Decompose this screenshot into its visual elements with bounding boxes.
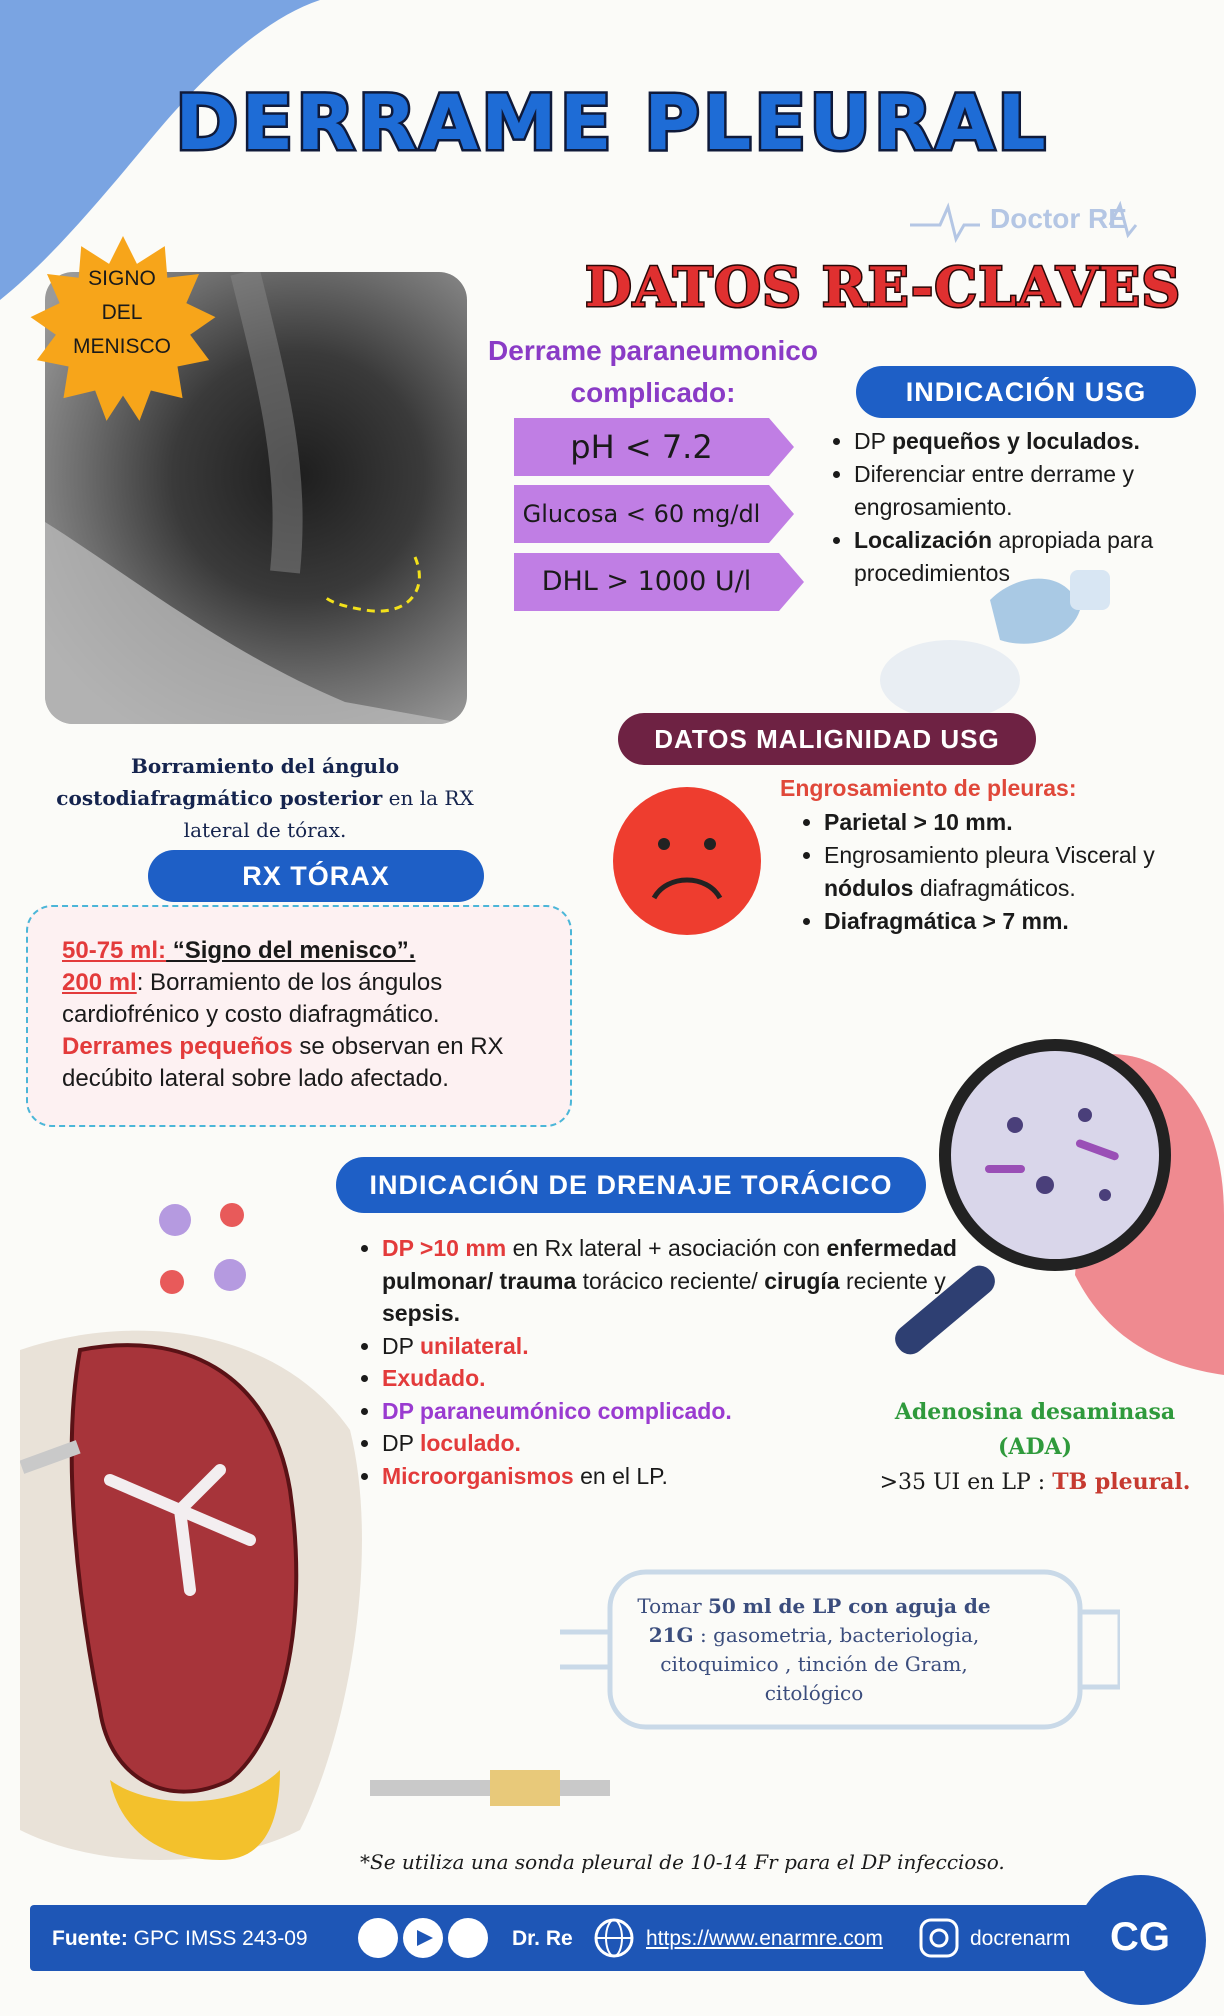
footer-source: Fuente: GPC IMSS 243-09 bbox=[52, 1927, 308, 1950]
badge-line-2: DEL bbox=[101, 301, 143, 324]
lung-drainage-illustration bbox=[20, 1310, 620, 1870]
xray-caption-rest: en la RX lateral de tórax. bbox=[183, 786, 474, 842]
footnote: *Se utiliza una sonda pleural de 10-14 Fr para el DP infeccioso. bbox=[360, 1850, 1005, 1874]
rx-torax-header: RX TÓRAX bbox=[148, 850, 484, 902]
xray-caption bbox=[30, 750, 500, 846]
drenaje-item: • DP >10 mm en Rx lateral + asociación con enfermedad pulmonar/ trauma torácico reciente/ cirugía reciente y sepsis. bbox=[382, 1232, 962, 1330]
malignidad-item: • Parietal > 10 mm. bbox=[824, 806, 1224, 839]
usg-item: • Localización apropiada para procedimientos bbox=[854, 524, 1224, 590]
subtitle: DATOS RE-CLAVES bbox=[585, 255, 1182, 319]
drenaje-item: • DP paraneumónico complicado. bbox=[382, 1395, 962, 1428]
tag-glucosa-text: Glucosa < 60 mg/dl bbox=[522, 500, 761, 528]
malignidad-list bbox=[800, 806, 1224, 938]
footer-instagram[interactable]: docrenarm bbox=[970, 1927, 1071, 1950]
tag-glucosa bbox=[514, 485, 794, 543]
brand-name: Doctor RE bbox=[990, 203, 1127, 234]
usg-item: • DP pequeños y loculados. bbox=[854, 425, 1224, 458]
drenaje-item: • Exudado. bbox=[382, 1362, 962, 1395]
tag-dhl-text: DHL > 1000 U/l bbox=[541, 566, 752, 597]
drenaje-item: • DP unilateral. bbox=[382, 1330, 962, 1363]
paraneumonico-heading: Derrame paraneumonico complicado: bbox=[488, 335, 818, 408]
malignidad-item: • Engrosamiento pleura Visceral y nódulos diafragmáticos. bbox=[824, 839, 1224, 905]
ada-title: Adenosina desaminasa (ADA) bbox=[894, 1399, 1176, 1460]
tag-ph bbox=[514, 418, 794, 476]
ada-block bbox=[870, 1395, 1200, 1500]
globe-icon bbox=[593, 1917, 635, 1959]
rx-line-1: 50-75 ml: “Signo del menisco”. bbox=[62, 937, 416, 964]
usg-header: INDICACIÓN USG bbox=[856, 366, 1196, 418]
drenaje-header: INDICACIÓN DE DRENAJE TORÁCICO bbox=[336, 1157, 926, 1213]
instagram-icon[interactable] bbox=[918, 1917, 960, 1959]
ultrasound-probe-illustration bbox=[870, 540, 1130, 740]
footer-dr-re: Dr. Re bbox=[512, 1927, 573, 1950]
malignidad-header: DATOS MALIGNIDAD USG bbox=[618, 713, 1036, 765]
syringe-text: Tomar 50 ml de LP con aguja de 21G : gasometria, bacteriologia, citoquimico , tinción de Gram, citológico bbox=[637, 1594, 991, 1705]
footer-url[interactable]: https://www.enarmre.com bbox=[646, 1927, 883, 1950]
tag-dhl bbox=[514, 553, 804, 611]
cg-text: CG bbox=[1110, 1915, 1170, 1959]
social-icons[interactable] bbox=[355, 1915, 495, 1961]
drenaje-item: • Microorganismos en el LP. bbox=[382, 1460, 962, 1493]
badge-text bbox=[48, 262, 196, 364]
tag-ph-text: pH < 7.2 bbox=[570, 428, 713, 466]
xray-caption-bold: Borramiento del ángulo costodiafragmático posterior bbox=[56, 754, 400, 810]
rx-torax-box bbox=[26, 905, 572, 1127]
usg-item: • Diferenciar entre derrame y engrosamiento. bbox=[854, 458, 1224, 524]
malignidad-subheading: Engrosamiento de pleuras: bbox=[780, 775, 1077, 801]
footer-bar bbox=[30, 1905, 1150, 1971]
page-title: DERRAME PLEURAL bbox=[175, 78, 1049, 167]
badge-line-3: MENISCO bbox=[72, 335, 171, 358]
badge-line-1: SIGNO bbox=[88, 267, 156, 290]
drenaje-item: • DP loculado. bbox=[382, 1427, 962, 1460]
malignidad-item: • Diafragmática > 7 mm. bbox=[824, 905, 1224, 938]
sad-face-icon bbox=[612, 786, 762, 936]
virus-icons bbox=[140, 1190, 270, 1310]
rx-line-2: 200 ml: Borramiento de los ángulos cardiofrénico y costo diafragmático. bbox=[62, 969, 443, 1028]
ada-line: >35 UI en LP : TB pleural. bbox=[879, 1469, 1191, 1495]
rx-line-3: Derrames pequeños se observan en RX decúbito lateral sobre lado afectado. bbox=[62, 1033, 504, 1092]
